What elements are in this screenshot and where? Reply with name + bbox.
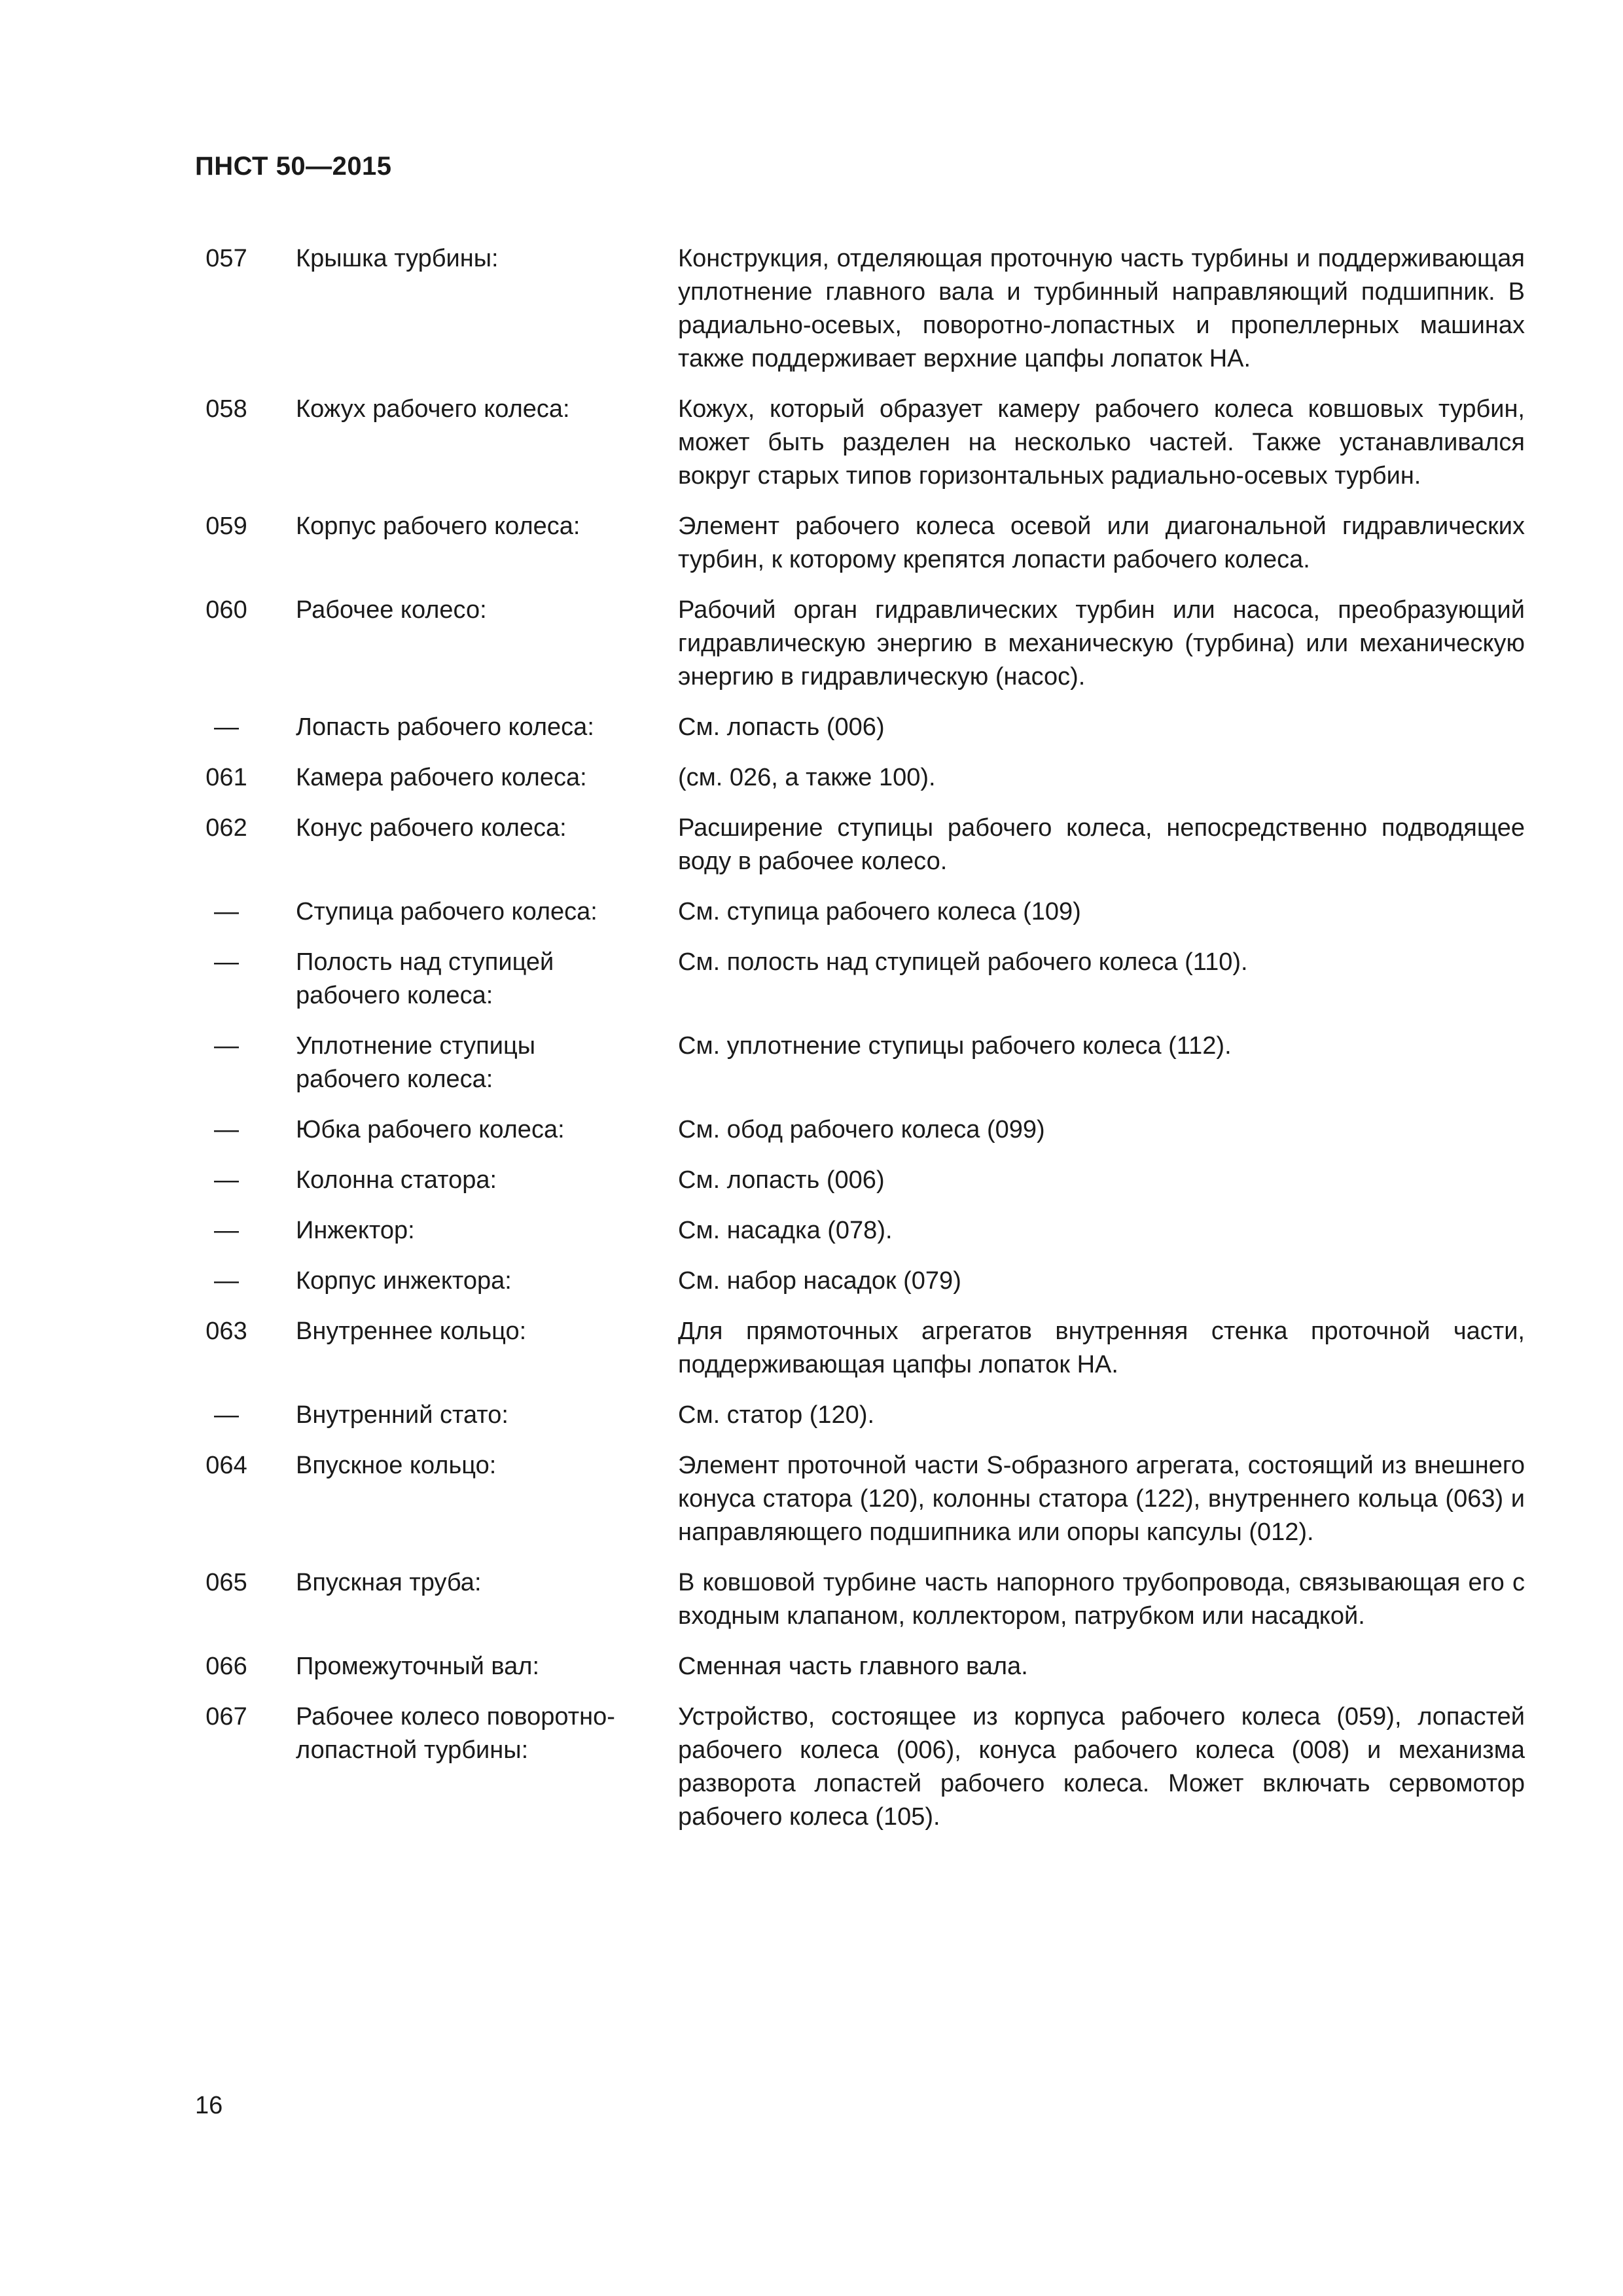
term-number: 060 [205, 596, 247, 624]
term-entry [0, 1650, 1623, 1683]
term-name: Рабочее колесо поворотно-лопастной турбины: [296, 1703, 615, 1764]
term-number: — [214, 1032, 239, 1060]
term-definition: Элемент проточной части S-образного агрегата, состоящий из внешнего конуса статора (120), колонны статора (122), внутреннего кольца (063) и направляющего подшипника или опоры капсулы (012). [678, 1452, 1525, 1546]
term-definition: Рабочий орган гидравлических турбин или насоса, преобразующий гидравлическую энергию в механическую (турбина) или механическую энергию в гидравлическую (насос). [678, 596, 1525, 691]
term-name: Уплотнение ступицы рабочего колеса: [296, 1032, 536, 1093]
term-name: Корпус рабочего колеса: [296, 512, 580, 540]
term-entry [0, 711, 1623, 744]
term-name: Колонна статора: [296, 1166, 497, 1194]
term-number: — [214, 948, 239, 976]
term-number: 063 [205, 1318, 247, 1345]
term-definition: (см. 026, а также 100). [678, 764, 936, 791]
term-entry [0, 594, 1623, 694]
term-name: Корпус инжектора: [296, 1267, 512, 1295]
term-name: Полость над ступицей рабочего колеса: [296, 948, 554, 1009]
term-name: Внутренний стато: [296, 1401, 508, 1429]
term-number: 059 [205, 512, 247, 540]
term-name: Ступица рабочего колеса: [296, 898, 597, 925]
term-number: 065 [205, 1569, 247, 1596]
term-definition: См. обод рабочего колеса (099) [678, 1116, 1045, 1143]
term-name: Лопасть рабочего колеса: [296, 713, 594, 741]
term-entry [0, 510, 1623, 577]
term-entry [0, 1315, 1623, 1382]
term-entry [0, 1113, 1623, 1147]
term-definition: Устройство, состоящее из корпуса рабочего колеса (059), лопастей рабочего колеса (006), конуса рабочего колеса (008) и механизма разворота лопастей рабочего колеса. Может включать сервомотор рабочего колеса (105). [678, 1703, 1525, 1831]
term-entry [0, 895, 1623, 929]
term-number: — [214, 898, 239, 925]
term-name: Инжектор: [296, 1217, 415, 1244]
term-definition: См. уплотнение ступицы рабочего колеса (112). [678, 1032, 1232, 1060]
term-name: Впускная труба: [296, 1569, 482, 1596]
term-number: 062 [205, 814, 247, 842]
term-entry [0, 761, 1623, 795]
term-definition: См. лопасть (006) [678, 713, 885, 741]
term-number: 064 [205, 1452, 247, 1479]
term-name: Юбка рабочего колеса: [296, 1116, 565, 1143]
term-number: 057 [205, 245, 247, 272]
term-entry [0, 1214, 1623, 1247]
term-number: — [214, 1401, 239, 1429]
term-definition: См. лопасть (006) [678, 1166, 885, 1194]
page-number: 16 [195, 2092, 223, 2119]
term-entry [0, 946, 1623, 1013]
term-name: Камера рабочего колеса: [296, 764, 587, 791]
term-name: Крышка турбины: [296, 245, 499, 272]
term-definition: Расширение ступицы рабочего колеса, непосредственно подводящее воду в рабочее колесо. [678, 814, 1525, 875]
term-definition: Сменная часть главного вала. [678, 1653, 1028, 1680]
terms-list [0, 242, 1623, 1851]
term-name: Кожух рабочего колеса: [296, 395, 570, 423]
term-definition: Элемент рабочего колеса осевой или диагональной гидравлических турбин, к которому крепятся лопасти рабочего колеса. [678, 512, 1525, 573]
term-name: Конус рабочего колеса: [296, 814, 567, 842]
term-number: — [214, 1267, 239, 1295]
term-definition: Для прямоточных агрегатов внутренняя стенка проточной части, поддерживающая цапфы лопаток НА. [678, 1318, 1525, 1378]
term-entry [0, 1700, 1623, 1834]
term-name: Впускное кольцо: [296, 1452, 497, 1479]
term-entry [0, 1399, 1623, 1432]
term-definition: См. насадка (078). [678, 1217, 893, 1244]
term-entry [0, 393, 1623, 493]
term-number: — [214, 1166, 239, 1194]
term-name: Рабочее колесо: [296, 596, 487, 624]
term-definition: См. ступица рабочего колеса (109) [678, 898, 1081, 925]
term-definition: В ковшовой турбине часть напорного трубопровода, связывающая его с входным клапаном, коллектором, патрубком или насадкой. [678, 1569, 1525, 1630]
term-number: 058 [205, 395, 247, 423]
term-definition: Кожух, который образует камеру рабочего колеса ковшовых турбин, может быть разделен на несколько частей. Также устанавливался вокруг старых типов горизонтальных радиально-осевых турбин. [678, 395, 1525, 490]
term-number: — [214, 1116, 239, 1143]
term-definition: См. набор насадок (079) [678, 1267, 961, 1295]
term-name: Внутреннее кольцо: [296, 1318, 527, 1345]
term-definition: См. полость над ступицей рабочего колеса (110). [678, 948, 1248, 976]
term-entry [0, 1449, 1623, 1549]
term-name: Промежуточный вал: [296, 1653, 540, 1680]
term-entry [0, 1265, 1623, 1298]
term-number: 067 [205, 1703, 247, 1731]
term-entry [0, 242, 1623, 376]
term-number: 066 [205, 1653, 247, 1680]
term-entry [0, 1566, 1623, 1633]
term-entry [0, 1030, 1623, 1096]
term-entry [0, 812, 1623, 878]
term-definition: Конструкция, отделяющая проточную часть турбины и поддерживающая уплотнение главного вала и турбинный направляющий подшипник. В радиально-осевых, поворотно-лопастных и пропеллерных машинах также поддерживает верхние цапфы лопаток НА. [678, 245, 1525, 372]
term-number: — [214, 713, 239, 741]
term-number: — [214, 1217, 239, 1244]
document-header: ПНСТ 50—2015 [195, 152, 392, 181]
term-definition: См. статор (120). [678, 1401, 875, 1429]
term-number: 061 [205, 764, 247, 791]
term-entry [0, 1164, 1623, 1197]
